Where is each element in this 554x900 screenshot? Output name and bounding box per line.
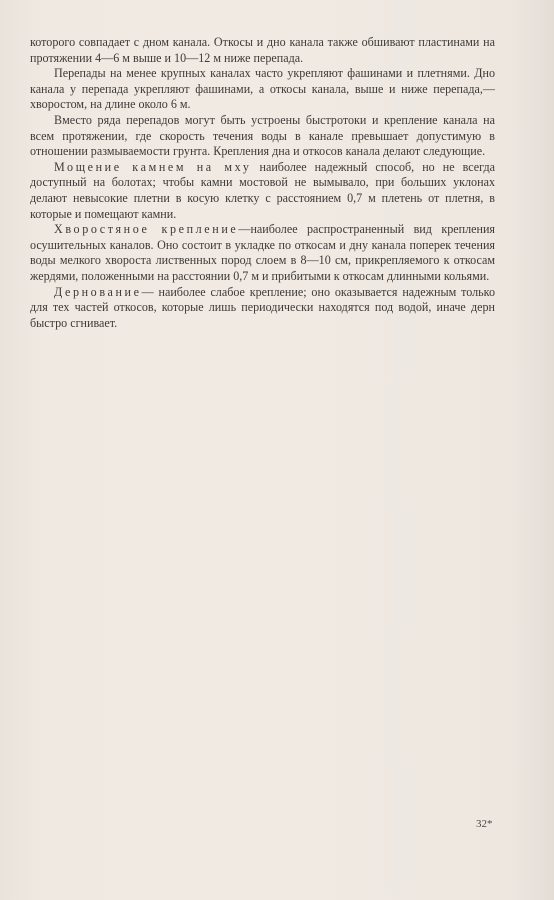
paragraph-3 xyxy=(30,113,495,160)
paragraph-5 xyxy=(30,222,495,284)
paragraph-4-lead: Мощение камнем на мху xyxy=(54,159,252,174)
paragraph-5-text: —наиболее распространенный вид крепления осушительных каналов. Оно состоит в укладке по откосам и дну канала поперек течения воды мелкого хвороста лиственных пород слоем в 8—10 см, прикрепляемого к откосам жердями, положенными на расстоянии 0,7 м и прибитыми к откосам длинными кольями. xyxy=(30,222,495,283)
paragraph-6 xyxy=(30,285,495,332)
paragraph-4-text: наиболее надежный способ, но не всегда доступный на болотах; чтобы камни мостовой не вымывало, при больших уклонах делают невысокие плетни в косую клетку с расстоянием 0,7 м плетень от плетня, в которые и помещают камни. xyxy=(30,159,495,221)
paragraph-2 xyxy=(30,66,495,113)
paragraph-3-text: Вместо ряда перепадов могут быть устроены быстротоки и крепление канала на всем протяжении, где скорость течения воды в канале превышает допустимую в отношении размываемости грунта. Крепления дна и откосов канала делают следующие. xyxy=(30,112,495,159)
body-text xyxy=(30,35,495,331)
paragraph-6-text: — наиболее слабое крепление; оно оказывается надежным только для тех частей откосов, которые лишь периодически находятся под водой, иначе дерн быстро сгнивает. xyxy=(30,284,495,330)
paragraph-5-lead: Хворостяное крепление xyxy=(54,222,239,237)
paragraph-1 xyxy=(30,35,495,66)
page-number: 32* xyxy=(476,818,493,830)
paragraph-1-text: которого совпадает с дном канала. Откосы и дно канала также обшивают пластинами на протяжении 4—6 м выше и 10—12 м ниже перепада. xyxy=(30,35,495,65)
paragraph-2-text: Перепады на менее крупных каналах часто укрепляют фашинами и плетнями. Дно канала у перепада укрепляют фашинами, а откосы канала, выше и ниже перепада,— хворостом, на длине около 6 м. xyxy=(30,66,495,112)
paragraph-4 xyxy=(30,160,495,222)
paragraph-6-lead: Дернование xyxy=(54,284,142,299)
